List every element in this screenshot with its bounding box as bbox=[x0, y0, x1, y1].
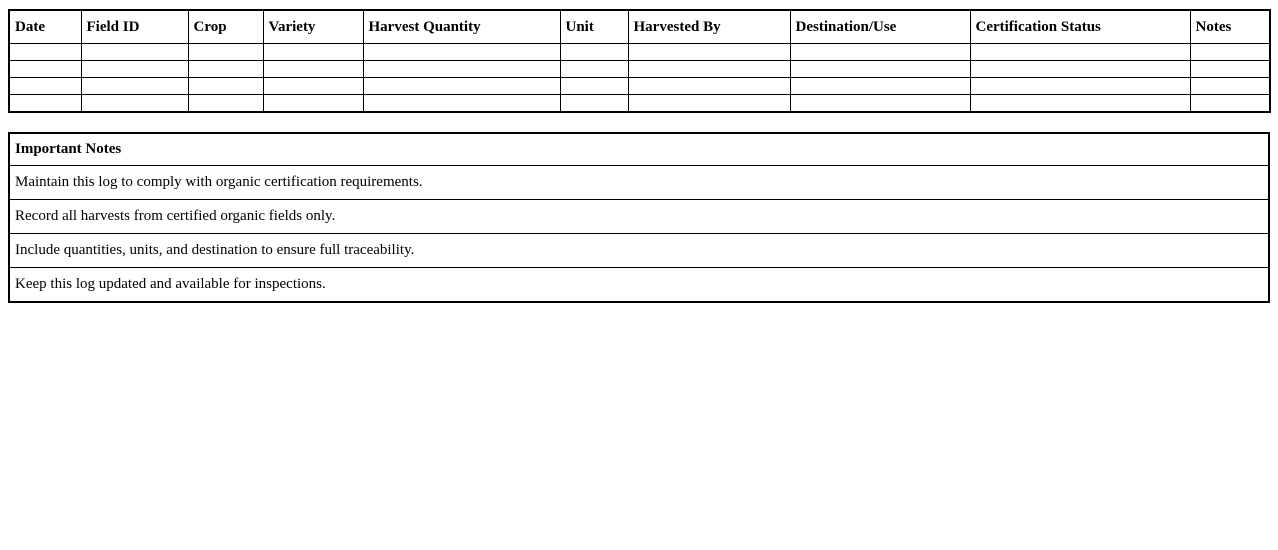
empty-cell bbox=[970, 78, 1190, 95]
empty-cell bbox=[363, 44, 560, 61]
note-row bbox=[9, 234, 1269, 268]
empty-cell bbox=[1190, 78, 1270, 95]
empty-cell bbox=[790, 44, 970, 61]
important-notes-title: Important Notes bbox=[9, 133, 1269, 166]
empty-cell bbox=[363, 78, 560, 95]
empty-cell bbox=[560, 44, 628, 61]
harvest-table-empty-row bbox=[9, 95, 1270, 113]
empty-cell bbox=[628, 44, 790, 61]
column-header-harvest-quantity: Harvest Quantity bbox=[363, 10, 560, 44]
empty-cell bbox=[81, 61, 188, 78]
harvest-table-empty-row bbox=[9, 78, 1270, 95]
empty-cell bbox=[560, 95, 628, 113]
empty-cell bbox=[188, 78, 263, 95]
empty-cell bbox=[1190, 95, 1270, 113]
harvest-table-empty-row bbox=[9, 44, 1270, 61]
empty-cell bbox=[9, 44, 81, 61]
empty-cell bbox=[560, 78, 628, 95]
column-header-harvested-by: Harvested By bbox=[628, 10, 790, 44]
note-text: Record all harvests from certified organic fields only. bbox=[9, 200, 1269, 234]
column-header-field-id: Field ID bbox=[81, 10, 188, 44]
important-notes-header-row bbox=[9, 133, 1269, 166]
column-header-certification-status: Certification Status bbox=[970, 10, 1190, 44]
note-text: Keep this log updated and available for inspections. bbox=[9, 268, 1269, 303]
important-notes-table bbox=[8, 132, 1270, 303]
harvest-log-table bbox=[8, 9, 1271, 113]
note-row bbox=[9, 200, 1269, 234]
empty-cell bbox=[628, 95, 790, 113]
column-header-crop: Crop bbox=[188, 10, 263, 44]
empty-cell bbox=[790, 78, 970, 95]
column-header-destination-use: Destination/Use bbox=[790, 10, 970, 44]
empty-cell bbox=[1190, 61, 1270, 78]
empty-cell bbox=[970, 61, 1190, 78]
column-header-date: Date bbox=[9, 10, 81, 44]
harvest-table-header-row bbox=[9, 10, 1270, 44]
empty-cell bbox=[560, 61, 628, 78]
empty-cell bbox=[263, 44, 363, 61]
empty-cell bbox=[1190, 44, 1270, 61]
empty-cell bbox=[9, 61, 81, 78]
column-header-notes: Notes bbox=[1190, 10, 1270, 44]
column-header-variety: Variety bbox=[263, 10, 363, 44]
empty-cell bbox=[628, 78, 790, 95]
empty-cell bbox=[363, 95, 560, 113]
empty-cell bbox=[188, 44, 263, 61]
empty-cell bbox=[263, 61, 363, 78]
empty-cell bbox=[9, 78, 81, 95]
empty-cell bbox=[9, 95, 81, 113]
empty-cell bbox=[363, 61, 560, 78]
empty-cell bbox=[81, 44, 188, 61]
empty-cell bbox=[188, 95, 263, 113]
empty-cell bbox=[263, 78, 363, 95]
column-header-unit: Unit bbox=[560, 10, 628, 44]
empty-cell bbox=[263, 95, 363, 113]
empty-cell bbox=[81, 95, 188, 113]
note-text: Maintain this log to comply with organic certification requirements. bbox=[9, 166, 1269, 200]
empty-cell bbox=[790, 61, 970, 78]
empty-cell bbox=[790, 95, 970, 113]
empty-cell bbox=[970, 95, 1190, 113]
empty-cell bbox=[81, 78, 188, 95]
empty-cell bbox=[188, 61, 263, 78]
note-row bbox=[9, 268, 1269, 303]
harvest-table-empty-row bbox=[9, 61, 1270, 78]
empty-cell bbox=[628, 61, 790, 78]
note-row bbox=[9, 166, 1269, 200]
note-text: Include quantities, units, and destination to ensure full traceability. bbox=[9, 234, 1269, 268]
empty-cell bbox=[970, 44, 1190, 61]
